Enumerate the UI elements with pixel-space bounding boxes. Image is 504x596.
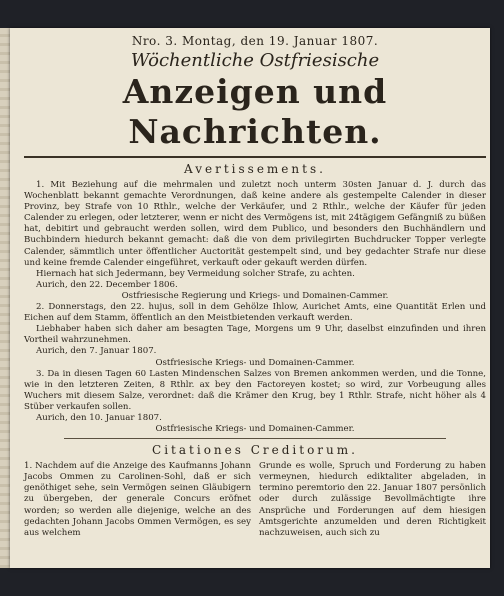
notice-2-date: Aurich, den 7. Januar 1807. — [36, 346, 157, 357]
notice-1-date: Aurich, den 22. December 1806. — [36, 279, 178, 290]
notice-2-signature: Ostfriesische Kriegs- und Domainen-Cammer. — [155, 357, 355, 368]
masthead-subtitle: Wöchentliche Ostfriesische — [130, 50, 380, 71]
column-right: Grunde es wolle, Spruch und Forderung zu haben vermeynen, hiedurch ediktaliter abgeladen, in termino peremtorio den 22. Januar 1807 persönlich oder durch zulässige Bevollmächtigte ihre Ansprüche und Forderungen auf dem hiesigen Amtsgerichte anzumelden und deren Richtigkeit nachzuweisen, auch sich zu — [259, 461, 486, 538]
column-left: 1. Nachdem auf die Anzeige des Kaufmanns Johann Jacobs Ommen zu Carolinen-Sohl, daß er sich genöthiget sehe, sein Vermögen seinen Gläubigern zu übergeben, der generale Concurs eröfnet worden; so werden alle diejenige, welche an des gedachten Johann Jacobs Ommen Vermögen, es sey aus welchem — [24, 461, 251, 538]
section-divider — [64, 438, 446, 439]
page-edge — [0, 28, 10, 568]
notice-2-follow: Liebhaber haben sich daher am besagten Tage, Morgens um 9 Uhr, daselbst einzufinden und ihren Vortheil wahrzunehmen. — [24, 324, 486, 346]
page-content — [24, 34, 486, 539]
notice-1-follow: Hiernach hat sich Jedermann, bey Vermeidung solcher Strafe, zu achten. — [36, 268, 355, 279]
notice-3-date: Aurich, den 10. Januar 1807. — [36, 412, 162, 423]
section-heading-avertissements: Avertissements. — [184, 162, 326, 176]
masthead-rule — [24, 156, 486, 158]
notice-2: 2. Donnerstags, den 22. hujus, soll in dem Gehölze Ihlow, Aurichet Amts, eine Quantität Erlen und Eichen auf dem Stamm, öffentlich an den Meistbietenden verkauft werden. — [24, 302, 486, 324]
notice-1-signature: Ostfriesische Regierung und Kriegs- und Domainen-Cammer. — [121, 290, 389, 301]
notice-1: 1. Mit Beziehung auf die mehrmalen und zuletzt noch unterm 30sten Januar d. J. durch das Wochenblatt bekannt gemachte Verordnungen, daß keine andere als gestempelte Calender in dieser Provinz, bey Strafe von 10 Rthlr., welche der Verkäufer, und 2 Rthlr., welche der Käufer für jeden Calender zu erlegen, oder letzterer, wenn er nicht des Vermögens ist, mit 24tägigem Gefängniß zu büßen hat, debitirt und gebraucht werden sollen, wird dem Publico, und besonders den Buchhändlern und Buchbindern hiedurch bekannt gemacht: daß die von dem privilegirten Buchdrucker Topper verlegte Calender, sämmtlich unter öffentlicher Auctorität gestempelt sind, und bey gedachter Strafe nur diese und keine fremde Calender eingeführet, verkauft oder gekauft werden dürfen. — [24, 180, 486, 268]
section-heading-citationes: Citationes Creditorum. — [152, 443, 358, 458]
notice-3: 3. Da in diesen Tagen 60 Lasten Mindenschen Salzes von Bremen ankommen werden, und die Tonne, wie in den letzteren Zeiten, 8 Rthlr. ax bey den Factoreyen kostet; so wird, zur Vorbeugung alles Wuchers mit diesem Salze, verordnet: daß die Krämer den Krug, bey 1 Rthlr. Strafe, nicht höher als 4 Stüber verkaufen sollen. — [24, 368, 486, 412]
two-column-text — [24, 461, 486, 539]
notice-3-signature: Ostfriesische Kriegs- und Domainen-Cammer. — [155, 424, 355, 435]
masthead-title: Anzeigen und Nachrichten. — [122, 72, 388, 151]
newspaper-page — [10, 28, 490, 568]
issue-line: Nro. 3. Montag, den 19. Januar 1807. — [131, 34, 379, 48]
